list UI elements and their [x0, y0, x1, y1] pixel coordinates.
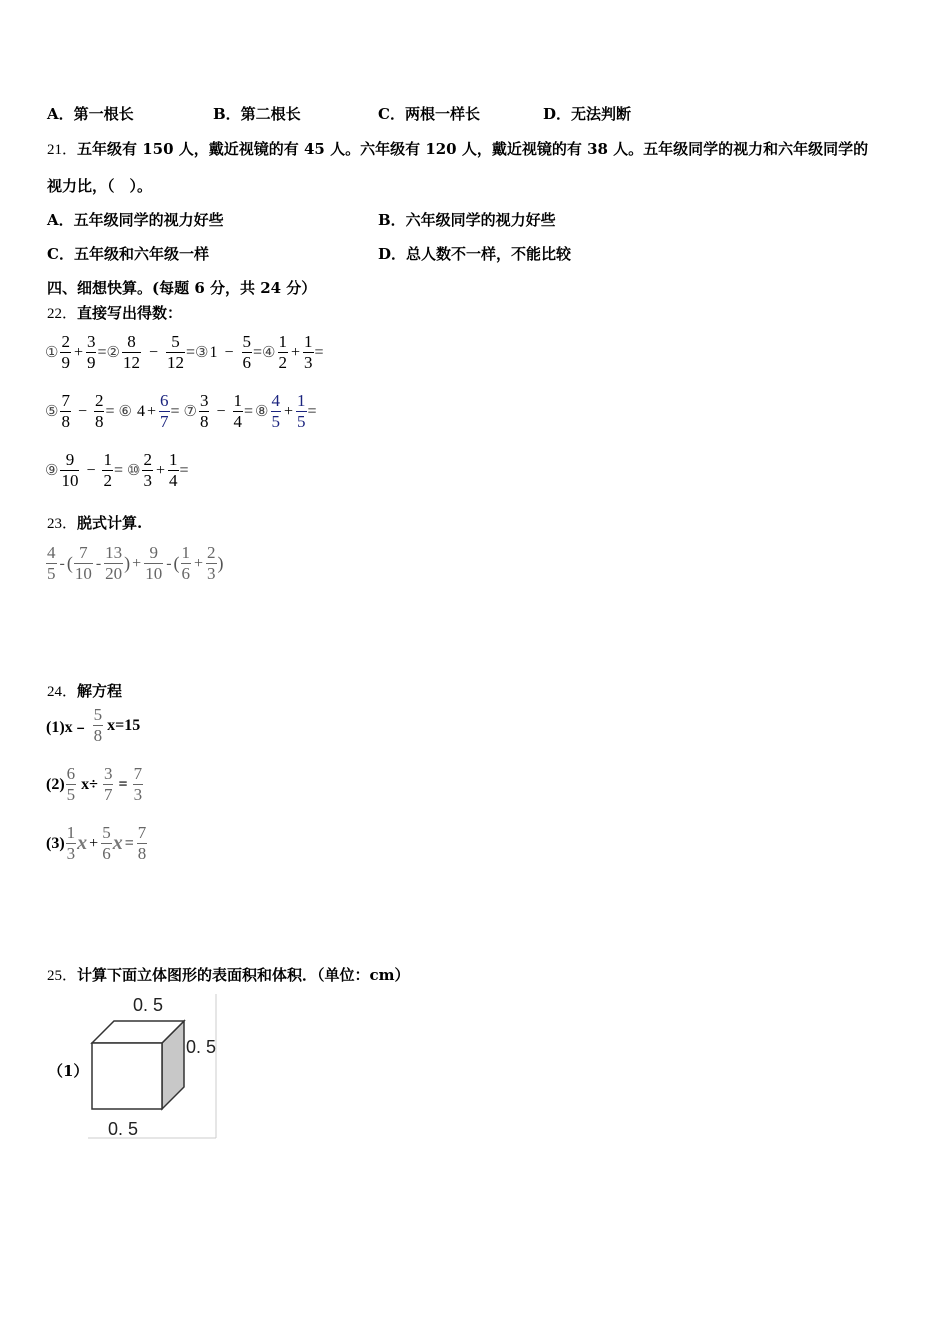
equals-sign: = — [105, 402, 115, 420]
fraction: $\frac{1}{6}$ — [181, 543, 191, 583]
plus-sign: + — [73, 343, 83, 361]
equals-sign: = — [314, 343, 324, 361]
fraction: $\frac{3}{8}$ — [199, 391, 209, 431]
equals-sign: = — [179, 461, 189, 479]
fraction: $\frac{2}{3}$ — [207, 543, 216, 583]
plus-sign: + — [291, 343, 301, 361]
right-paren: ) — [124, 553, 131, 573]
q21-stem — [47, 138, 868, 159]
fraction: $\frac{1}{4}$ — [233, 391, 243, 431]
equals-sign: = — [186, 343, 196, 361]
right-paren: ) — [217, 553, 224, 573]
variable-x: x — [77, 832, 88, 854]
question-number: 23． — [47, 516, 78, 532]
fraction: $\frac{3}{7}$ — [103, 764, 113, 804]
equation-tail: x=15 — [107, 716, 141, 734]
q20-option-d: D．无法判断 — [543, 105, 632, 123]
q23-title: 脱式计算. — [77, 514, 143, 532]
item-marker: ⑨ — [45, 463, 59, 479]
equals-sign: = — [124, 834, 134, 852]
q20-option-a: A．第一根长 — [47, 105, 134, 123]
equals-sign: = — [244, 402, 254, 420]
equation-label: (1)x﹣ — [46, 719, 89, 736]
fraction: $\frac{7}{3}$ — [133, 764, 143, 804]
q21-stem-line2: 视力比，（ ）。 — [47, 177, 153, 195]
fraction: $\frac{7}{8}$ — [137, 823, 147, 863]
equals-sign: = — [170, 402, 180, 420]
plus-sign: + — [146, 402, 156, 420]
item-marker: ⑤ — [45, 404, 59, 420]
q25-part-label: （1） — [48, 1062, 89, 1080]
minus-sign: - — [59, 554, 65, 572]
left-paren: ( — [66, 553, 73, 573]
q21-stem-line1: 五年级有 150 人，戴近视镜的有 45 人。六年级有 120 人，戴近视镜的有 38 人。五年级同学的视力和六年级同学的 — [77, 140, 869, 158]
equals-sign: = — [118, 775, 128, 793]
fraction: $\frac{5}{12}$ — [167, 332, 184, 372]
minus-sign: - — [166, 554, 172, 572]
fraction: $\frac{3}{9}$ — [86, 332, 96, 372]
equals-sign: = — [97, 343, 107, 361]
cube-bottom-length: 0. 5 — [108, 1119, 139, 1139]
plus-sign: + — [132, 554, 142, 572]
item-marker: ③ — [195, 345, 209, 361]
variable-x: x — [112, 832, 123, 854]
q24-title: 解方程 — [77, 682, 123, 700]
q23-heading — [47, 512, 142, 533]
question-number: 25． — [47, 968, 78, 984]
minus-sign: − — [216, 402, 226, 420]
fraction: $\frac{1}{5}$ — [297, 391, 306, 431]
item-marker: ⑥ — [118, 404, 132, 420]
fraction: $\frac{6}{7}$ — [160, 391, 169, 431]
fraction: $\frac{6}{5}$ — [66, 764, 76, 804]
q20-option-c: C．两根一样长 — [378, 105, 480, 123]
q22-heading — [47, 302, 182, 323]
equals-sign: = — [307, 402, 317, 420]
question-number: 24． — [47, 684, 78, 700]
q22-row-2 — [45, 392, 317, 431]
minus-sign: − — [224, 343, 234, 361]
q22-title: 直接写出得数： — [77, 304, 183, 322]
question-number: 21． — [47, 142, 78, 158]
fraction: $\frac{9}{10}$ — [61, 450, 79, 490]
fraction: $\frac{8}{12}$ — [122, 332, 140, 372]
fraction: $\frac{1}{2}$ — [103, 450, 112, 490]
item-marker: ⑦ — [183, 404, 197, 420]
q24-equation-2 — [46, 765, 144, 804]
equation-label: (2) — [46, 775, 65, 793]
cube-right-length: 0. 5 — [186, 1037, 217, 1057]
section-title: 四、细想快算。(每题 6 分，共 24 分） — [47, 279, 317, 297]
fraction: $\frac{5}{6}$ — [102, 823, 111, 863]
plus-sign: + — [284, 402, 294, 420]
q25-heading — [47, 964, 410, 985]
q20-option-b: B．第二根长 — [213, 105, 301, 123]
fraction: $\frac{2}{3}$ — [143, 450, 152, 490]
item-marker: ④ — [262, 345, 276, 361]
fraction: $\frac{1}{4}$ — [169, 450, 178, 490]
fraction: $\frac{1}{2}$ — [278, 332, 287, 372]
q25-title: 计算下面立体图形的表面积和体积．（单位：cm） — [77, 966, 410, 984]
cube-top-length: 0. 5 — [133, 995, 164, 1015]
plus-sign: + — [155, 461, 165, 479]
question-number: 22． — [47, 306, 78, 322]
q24-equation-1 — [46, 706, 140, 745]
q21-option-c: C．五年级和六年级一样 — [47, 245, 209, 263]
q24-heading — [47, 680, 122, 701]
q22-row-3 — [45, 451, 189, 490]
minus-sign: - — [95, 554, 102, 572]
item-marker: ② — [106, 345, 120, 361]
cube-figure — [84, 992, 218, 1140]
q21-option-a: A．五年级同学的视力好些 — [47, 211, 224, 229]
minus-sign: − — [77, 402, 87, 420]
fraction: $\frac{4}{5}$ — [271, 391, 280, 431]
left-paren: ( — [173, 553, 180, 573]
fraction: $\frac{5}{6}$ — [242, 332, 252, 372]
item-marker: ① — [45, 345, 59, 361]
minus-sign: − — [86, 461, 96, 479]
fraction: $\frac{5}{8}$ — [93, 705, 103, 745]
whole-number: 4 — [136, 402, 145, 420]
fraction: $\frac{7}{10}$ — [74, 543, 92, 583]
fraction: $\frac{9}{10}$ — [145, 543, 163, 583]
cube-front-face — [92, 1043, 162, 1109]
whole-number: 1 — [209, 343, 218, 361]
fraction: $\frac{13}{20}$ — [105, 543, 123, 583]
minus-sign: − — [148, 343, 158, 361]
equals-sign: = — [253, 343, 263, 361]
item-marker: ⑧ — [255, 404, 269, 420]
equals-sign: = — [113, 461, 124, 479]
q23-expression — [45, 544, 224, 583]
fraction: $\frac{2}{8}$ — [94, 391, 104, 431]
fraction: $\frac{1}{3}$ — [304, 332, 313, 372]
q22-row-1 — [45, 333, 324, 372]
fraction: $\frac{2}{9}$ — [61, 332, 70, 372]
fraction: $\frac{1}{3}$ — [66, 823, 76, 863]
fraction: $\frac{4}{5}$ — [47, 543, 56, 583]
fraction: $\frac{7}{8}$ — [61, 391, 70, 431]
equation-operator: x÷ — [81, 775, 98, 793]
item-marker: ⑩ — [127, 463, 141, 479]
plus-sign: + — [194, 554, 204, 572]
q21-option-d: D．总人数不一样，不能比较 — [378, 245, 572, 263]
q24-equation-3 — [46, 824, 148, 863]
equation-label: (3) — [46, 834, 65, 852]
plus-sign: + — [89, 834, 99, 852]
q21-option-b: B．六年级同学的视力好些 — [378, 211, 556, 229]
